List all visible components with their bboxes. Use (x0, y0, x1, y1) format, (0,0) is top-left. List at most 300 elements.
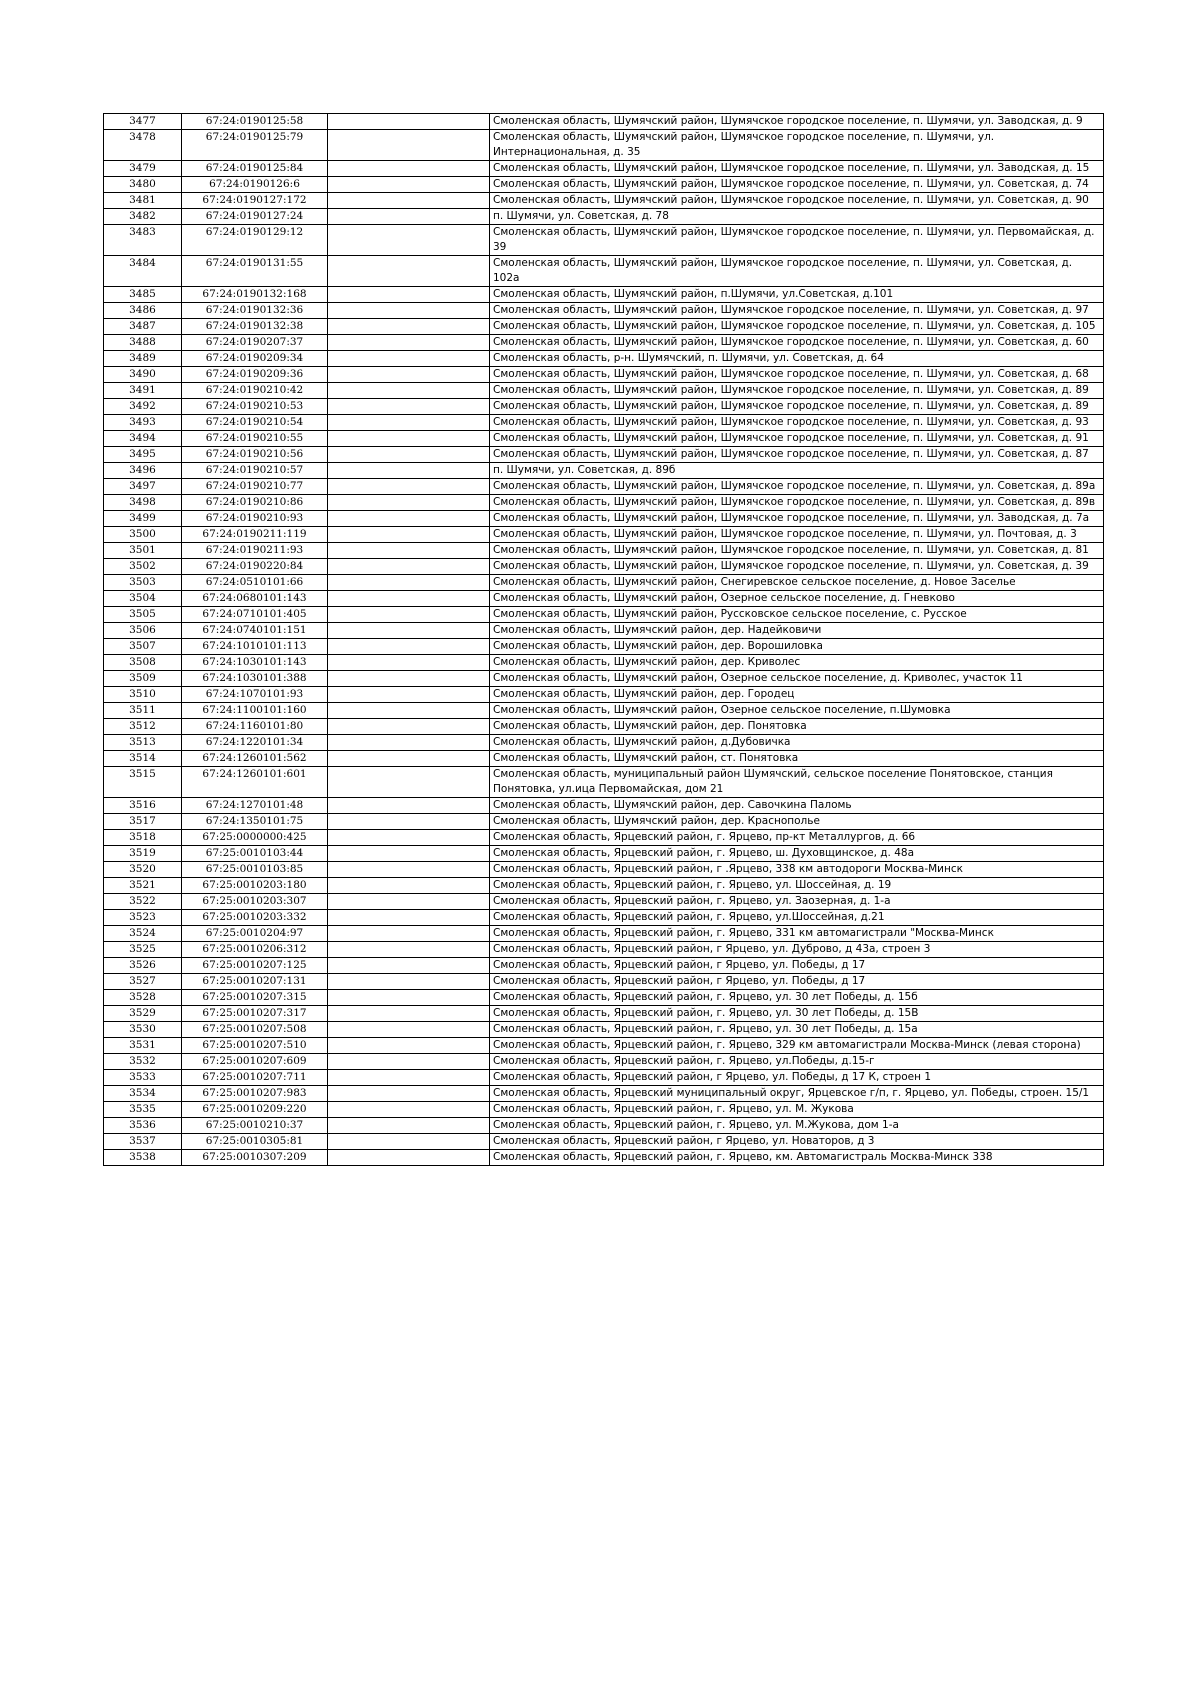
empty-cell (328, 351, 490, 367)
row-number: 3537 (104, 1134, 182, 1150)
cadastral-number: 67:25:0010204:97 (182, 926, 328, 942)
table-row (104, 798, 1104, 814)
address: Смоленская область, Шумячский район, Снегиревское сельское поселение, д. Новое Заселье (490, 575, 1104, 591)
table-row (104, 830, 1104, 846)
row-number: 3485 (104, 287, 182, 303)
table-row (104, 1022, 1104, 1038)
row-number: 3490 (104, 367, 182, 383)
address: Смоленская область, Шумячский район, Шумячское городское поселение, п. Шумячи, ул. Советская, д. 105 (490, 319, 1104, 335)
empty-cell (328, 177, 490, 193)
table-row (104, 1006, 1104, 1022)
empty-cell (328, 607, 490, 623)
row-number: 3487 (104, 319, 182, 335)
cadastral-number: 67:24:1220101:34 (182, 735, 328, 751)
empty-cell (328, 543, 490, 559)
address: Смоленская область, Ярцевский район, г. Ярцево, ул. 30 лет Победы, д. 15б (490, 990, 1104, 1006)
cadastral-number: 67:24:1030101:388 (182, 671, 328, 687)
address: Смоленская область, Шумячский район, дер. Городец (490, 687, 1104, 703)
row-number: 3526 (104, 958, 182, 974)
address: Смоленская область, Ярцевский район, г. Ярцево, ул. М. Жукова (490, 1102, 1104, 1118)
empty-cell (328, 1118, 490, 1134)
row-number: 3510 (104, 687, 182, 703)
row-number: 3483 (104, 225, 182, 256)
cadastral-number: 67:25:0010203:332 (182, 910, 328, 926)
address: Смоленская область, Шумячский район, Озерное сельское поселение, п.Шумовка (490, 703, 1104, 719)
empty-cell (328, 719, 490, 735)
empty-cell (328, 942, 490, 958)
row-number: 3506 (104, 623, 182, 639)
table-row (104, 1150, 1104, 1166)
cadastral-number: 67:24:1010101:113 (182, 639, 328, 655)
table-row (104, 990, 1104, 1006)
row-number: 3482 (104, 209, 182, 225)
table-row (104, 575, 1104, 591)
empty-cell (328, 926, 490, 942)
row-number: 3501 (104, 543, 182, 559)
empty-cell (328, 623, 490, 639)
address: Смоленская область, Ярцевский район, г. Ярцево, ул. Заозерная, д. 1-а (490, 894, 1104, 910)
row-number: 3530 (104, 1022, 182, 1038)
cadastral-number: 67:24:0190127:24 (182, 209, 328, 225)
cadastral-number: 67:25:0010209:220 (182, 1102, 328, 1118)
empty-cell (328, 303, 490, 319)
cadastral-number: 67:24:0190211:93 (182, 543, 328, 559)
empty-cell (328, 878, 490, 894)
row-number: 3499 (104, 511, 182, 527)
cadastral-number: 67:24:0190132:38 (182, 319, 328, 335)
row-number: 3513 (104, 735, 182, 751)
table-row (104, 431, 1104, 447)
empty-cell (328, 830, 490, 846)
table-row (104, 942, 1104, 958)
address: Смоленская область, Шумячский район, Шумячское городское поселение, п. Шумячи, ул. Советская, д. 60 (490, 335, 1104, 351)
row-number: 3521 (104, 878, 182, 894)
empty-cell (328, 798, 490, 814)
address: Смоленская область, Шумячский район, Шумячское городское поселение, п. Шумячи, ул. Советская, д. 68 (490, 367, 1104, 383)
address: Смоленская область, Ярцевский район, г. Ярцево, ул. 30 лет Победы, д. 15а (490, 1022, 1104, 1038)
cadastral-number: 67:24:1160101:80 (182, 719, 328, 735)
empty-cell (328, 974, 490, 990)
table-row (104, 1070, 1104, 1086)
cadastral-number: 67:24:0190210:54 (182, 415, 328, 431)
row-number: 3498 (104, 495, 182, 511)
empty-cell (328, 767, 490, 798)
address: Смоленская область, муниципальный район Шумячский, сельское поселение Понятовское, станция Понятовка, ул.ица Первомайская, дом 21 (490, 767, 1104, 798)
address: Смоленская область, Шумячский район, дер. Понятовка (490, 719, 1104, 735)
table-row (104, 974, 1104, 990)
row-number: 3477 (104, 114, 182, 130)
cadastral-number: 67:24:0190210:93 (182, 511, 328, 527)
address: Смоленская область, Шумячский район, Шумячское городское поселение, п. Шумячи, ул. Заводская, д. 15 (490, 161, 1104, 177)
cadastral-number: 67:24:1260101:601 (182, 767, 328, 798)
cadastral-number: 67:24:1260101:562 (182, 751, 328, 767)
address: Смоленская область, Шумячский район, Шумячское городское поселение, п. Шумячи, ул. Заводская, д. 7а (490, 511, 1104, 527)
row-number: 3484 (104, 256, 182, 287)
table-row (104, 1038, 1104, 1054)
address: Смоленская область, Шумячский район, Шумячское городское поселение, п. Шумячи, ул. Советская, д. 91 (490, 431, 1104, 447)
table-row (104, 735, 1104, 751)
address: Смоленская область, Шумячский район, дер. Криволес (490, 655, 1104, 671)
empty-cell (328, 814, 490, 830)
cadastral-number: 67:24:0190125:84 (182, 161, 328, 177)
address: Смоленская область, Ярцевский муниципальный округ, Ярцевское г/п, г. Ярцево, ул. Победы, строен. 15/1 (490, 1086, 1104, 1102)
empty-cell (328, 130, 490, 161)
cadastral-number: 67:24:0190210:56 (182, 447, 328, 463)
table-row (104, 1102, 1104, 1118)
table-row (104, 351, 1104, 367)
table-row (104, 910, 1104, 926)
cadastral-number: 67:25:0010207:508 (182, 1022, 328, 1038)
table-row (104, 319, 1104, 335)
address: Смоленская область, Ярцевский район, г Ярцево, ул. Победы, д 17 К, строен 1 (490, 1070, 1104, 1086)
row-number: 3512 (104, 719, 182, 735)
table-row (104, 687, 1104, 703)
empty-cell (328, 209, 490, 225)
empty-cell (328, 319, 490, 335)
empty-cell (328, 575, 490, 591)
row-number: 3502 (104, 559, 182, 575)
cadastral-number: 67:24:0190210:86 (182, 495, 328, 511)
cadastral-number: 67:24:0190207:37 (182, 335, 328, 351)
cadastral-number: 67:24:0190126:6 (182, 177, 328, 193)
table-row (104, 383, 1104, 399)
table-row (104, 415, 1104, 431)
table-row (104, 1086, 1104, 1102)
row-number: 3532 (104, 1054, 182, 1070)
empty-cell (328, 735, 490, 751)
row-number: 3529 (104, 1006, 182, 1022)
row-number: 3535 (104, 1102, 182, 1118)
address: Смоленская область, Ярцевский район, г Ярцево, ул. Победы, д 17 (490, 958, 1104, 974)
cadastral-number: 67:24:0190220:84 (182, 559, 328, 575)
row-number: 3536 (104, 1118, 182, 1134)
table-row (104, 130, 1104, 161)
row-number: 3538 (104, 1150, 182, 1166)
table-row (104, 767, 1104, 798)
empty-cell (328, 1038, 490, 1054)
row-number: 3524 (104, 926, 182, 942)
empty-cell (328, 671, 490, 687)
empty-cell (328, 1022, 490, 1038)
address: Смоленская область, Шумячский район, Шумячское городское поселение, п. Шумячи, ул. Советская, д. 89 (490, 399, 1104, 415)
cadastral-number: 67:25:0010207:983 (182, 1086, 328, 1102)
empty-cell (328, 894, 490, 910)
cadastral-number: 67:25:0010203:307 (182, 894, 328, 910)
address: Смоленская область, Шумячский район, Шумячское городское поселение, п. Шумячи, ул. Заводская, д. 9 (490, 114, 1104, 130)
empty-cell (328, 447, 490, 463)
address: п. Шумячи, ул. Советская, д. 89б (490, 463, 1104, 479)
empty-cell (328, 703, 490, 719)
table-row (104, 878, 1104, 894)
row-number: 3527 (104, 974, 182, 990)
cadastral-number: 67:24:0190131:55 (182, 256, 328, 287)
table-row (104, 703, 1104, 719)
cadastral-number: 67:24:0190210:55 (182, 431, 328, 447)
table-row (104, 114, 1104, 130)
address: Смоленская область, Шумячский район, Шумячское городское поселение, п. Шумячи, ул. Советская, д. 102а (490, 256, 1104, 287)
address: Смоленская область, Ярцевский район, г .Ярцево, 338 км автодороги Москва-Минск (490, 862, 1104, 878)
table-row (104, 287, 1104, 303)
cadastral-number: 67:24:0710101:405 (182, 607, 328, 623)
cadastral-number: 67:25:0010207:125 (182, 958, 328, 974)
table-row (104, 177, 1104, 193)
row-number: 3519 (104, 846, 182, 862)
table-row (104, 463, 1104, 479)
table-row (104, 367, 1104, 383)
row-number: 3481 (104, 193, 182, 209)
row-number: 3478 (104, 130, 182, 161)
empty-cell (328, 639, 490, 655)
table-row (104, 495, 1104, 511)
cadastral-number: 67:25:0010103:44 (182, 846, 328, 862)
address: Смоленская область, Шумячский район, Шумячское городское поселение, п. Шумячи, ул. Советская, д. 93 (490, 415, 1104, 431)
cadastral-number: 67:24:0190209:36 (182, 367, 328, 383)
row-number: 3495 (104, 447, 182, 463)
row-number: 3494 (104, 431, 182, 447)
row-number: 3518 (104, 830, 182, 846)
table-row (104, 511, 1104, 527)
table-row (104, 543, 1104, 559)
row-number: 3520 (104, 862, 182, 878)
address: п. Шумячи, ул. Советская, д. 78 (490, 209, 1104, 225)
table-row (104, 479, 1104, 495)
row-number: 3531 (104, 1038, 182, 1054)
row-number: 3479 (104, 161, 182, 177)
empty-cell (328, 114, 490, 130)
empty-cell (328, 383, 490, 399)
table-row (104, 814, 1104, 830)
address: Смоленская область, Шумячский район, дер. Савочкина Паломь (490, 798, 1104, 814)
row-number: 3491 (104, 383, 182, 399)
empty-cell (328, 910, 490, 926)
table-row (104, 894, 1104, 910)
empty-cell (328, 431, 490, 447)
table-row (104, 623, 1104, 639)
address: Смоленская область, Шумячский район, Шумячское городское поселение, п. Шумячи, ул. Первомайская, д. 39 (490, 225, 1104, 256)
cadastral-number: 67:25:0010207:609 (182, 1054, 328, 1070)
cadastral-number: 67:24:1350101:75 (182, 814, 328, 830)
empty-cell (328, 193, 490, 209)
empty-cell (328, 1006, 490, 1022)
address: Смоленская область, Ярцевский район, г. Ярцево, км. Автомагистраль Москва-Минск 338 (490, 1150, 1104, 1166)
table-row (104, 209, 1104, 225)
cadastral-number: 67:24:0190125:79 (182, 130, 328, 161)
address: Смоленская область, Шумячский район, Шумячское городское поселение, п. Шумячи, ул. Советская, д. 97 (490, 303, 1104, 319)
cadastral-number: 67:24:0190209:34 (182, 351, 328, 367)
table-row (104, 719, 1104, 735)
table-row (104, 751, 1104, 767)
address: Смоленская область, Ярцевский район, г Ярцево, ул. Победы, д 17 (490, 974, 1104, 990)
empty-cell (328, 335, 490, 351)
address: Смоленская область, Ярцевский район, г. Ярцево, ш. Духовщинское, д. 48а (490, 846, 1104, 862)
row-number: 3534 (104, 1086, 182, 1102)
table-row (104, 161, 1104, 177)
cadastral-number: 67:24:1270101:48 (182, 798, 328, 814)
address: Смоленская область, Шумячский район, Шумячское городское поселение, п. Шумячи, ул. Советская, д. 89а (490, 479, 1104, 495)
table-row (104, 193, 1104, 209)
row-number: 3496 (104, 463, 182, 479)
row-number: 3493 (104, 415, 182, 431)
address: Смоленская область, Ярцевский район, г. Ярцево, ул.Шоссейная, д.21 (490, 910, 1104, 926)
empty-cell (328, 559, 490, 575)
row-number: 3515 (104, 767, 182, 798)
cadastral-number: 67:25:0010206:312 (182, 942, 328, 958)
address: Смоленская область, р-н. Шумячский, п. Шумячи, ул. Советская, д. 64 (490, 351, 1104, 367)
row-number: 3514 (104, 751, 182, 767)
address: Смоленская область, Шумячский район, дер. Ворошиловка (490, 639, 1104, 655)
cadastral-number: 67:24:0740101:151 (182, 623, 328, 639)
empty-cell (328, 1150, 490, 1166)
table-row (104, 1118, 1104, 1134)
table-row (104, 655, 1104, 671)
row-number: 3488 (104, 335, 182, 351)
table-row (104, 671, 1104, 687)
cadastral-number: 67:24:0190210:57 (182, 463, 328, 479)
row-number: 3500 (104, 527, 182, 543)
address: Смоленская область, Ярцевский район, г. Ярцево, пр-кт Металлургов, д. 66 (490, 830, 1104, 846)
address: Смоленская область, Шумячский район, Шумячское городское поселение, п. Шумячи, ул. Советская, д. 89 (490, 383, 1104, 399)
row-number: 3523 (104, 910, 182, 926)
address: Смоленская область, Ярцевский район, г. Ярцево, 331 км автомагистрали "Москва-Минск (490, 926, 1104, 942)
cadastral-number: 67:25:0010207:315 (182, 990, 328, 1006)
empty-cell (328, 367, 490, 383)
table-row (104, 1054, 1104, 1070)
empty-cell (328, 1102, 490, 1118)
row-number: 3497 (104, 479, 182, 495)
address: Смоленская область, Шумячский район, Шумячское городское поселение, п. Шумячи, ул. Советская, д. 74 (490, 177, 1104, 193)
address: Смоленская область, Ярцевский район, г. Ярцево, ул. М.Жукова, дом 1-а (490, 1118, 1104, 1134)
cadastral-number: 67:24:0190210:42 (182, 383, 328, 399)
row-number: 3504 (104, 591, 182, 607)
cadastral-number: 67:25:0000000:425 (182, 830, 328, 846)
row-number: 3528 (104, 990, 182, 1006)
empty-cell (328, 846, 490, 862)
address: Смоленская область, Шумячский район, Шумячское городское поселение, п. Шумячи, ул. Почтовая, д. 3 (490, 527, 1104, 543)
row-number: 3525 (104, 942, 182, 958)
table-row (104, 225, 1104, 256)
empty-cell (328, 256, 490, 287)
cadastral-number: 67:25:0010207:711 (182, 1070, 328, 1086)
empty-cell (328, 1086, 490, 1102)
address: Смоленская область, Ярцевский район, г. Ярцево, ул.Победы, д.15-г (490, 1054, 1104, 1070)
cadastral-number: 67:24:1070101:93 (182, 687, 328, 703)
cadastral-number: 67:24:0510101:66 (182, 575, 328, 591)
empty-cell (328, 751, 490, 767)
cadastral-number: 67:25:0010210:37 (182, 1118, 328, 1134)
empty-cell (328, 463, 490, 479)
row-number: 3509 (104, 671, 182, 687)
row-number: 3505 (104, 607, 182, 623)
empty-cell (328, 1070, 490, 1086)
empty-cell (328, 958, 490, 974)
address: Смоленская область, Шумячский район, ст. Понятовка (490, 751, 1104, 767)
empty-cell (328, 225, 490, 256)
table-row (104, 447, 1104, 463)
cadastral-number: 67:24:0190125:58 (182, 114, 328, 130)
address: Смоленская область, Шумячский район, п.Шумячи, ул.Советская, д.101 (490, 287, 1104, 303)
empty-cell (328, 479, 490, 495)
cadastral-number: 67:24:0190129:12 (182, 225, 328, 256)
table-row (104, 846, 1104, 862)
empty-cell (328, 591, 490, 607)
address: Смоленская область, Шумячский район, Озерное сельское поселение, д. Криволес, участок 11 (490, 671, 1104, 687)
row-number: 3508 (104, 655, 182, 671)
address: Смоленская область, Ярцевский район, г. Ярцево, 329 км автомагистрали Москва-Минск (левая сторона) (490, 1038, 1104, 1054)
row-number: 3507 (104, 639, 182, 655)
row-number: 3517 (104, 814, 182, 830)
table-row (104, 607, 1104, 623)
table-row (104, 591, 1104, 607)
table-row (104, 303, 1104, 319)
table-row (104, 527, 1104, 543)
cadastral-number: 67:24:0190211:119 (182, 527, 328, 543)
cadastral-number: 67:24:1030101:143 (182, 655, 328, 671)
registry-table (103, 113, 1104, 1166)
empty-cell (328, 862, 490, 878)
address: Смоленская область, Шумячский район, дер. Краснополье (490, 814, 1104, 830)
address: Смоленская область, Шумячский район, Озерное сельское поселение, д. Гневково (490, 591, 1104, 607)
row-number: 3516 (104, 798, 182, 814)
cadastral-number: 67:25:0010307:209 (182, 1150, 328, 1166)
empty-cell (328, 990, 490, 1006)
address: Смоленская область, Ярцевский район, г Ярцево, ул. Дуброво, д 43а, строен 3 (490, 942, 1104, 958)
cadastral-number: 67:24:0190210:53 (182, 399, 328, 415)
registry-table-body (104, 114, 1104, 1166)
address: Смоленская область, Шумячский район, Шумячское городское поселение, п. Шумячи, ул. Советская, д. 39 (490, 559, 1104, 575)
address: Смоленская область, Ярцевский район, г Ярцево, ул. Новаторов, д 3 (490, 1134, 1104, 1150)
cadastral-number: 67:25:0010207:510 (182, 1038, 328, 1054)
empty-cell (328, 287, 490, 303)
cadastral-number: 67:24:0190132:36 (182, 303, 328, 319)
cadastral-number: 67:25:0010305:81 (182, 1134, 328, 1150)
empty-cell (328, 687, 490, 703)
empty-cell (328, 495, 490, 511)
empty-cell (328, 527, 490, 543)
cadastral-number: 67:24:0190127:172 (182, 193, 328, 209)
address: Смоленская область, Ярцевский район, г. Ярцево, ул. Шоссейная, д. 19 (490, 878, 1104, 894)
row-number: 3522 (104, 894, 182, 910)
empty-cell (328, 415, 490, 431)
cadastral-number: 67:25:0010103:85 (182, 862, 328, 878)
table-row (104, 926, 1104, 942)
cadastral-number: 67:24:1100101:160 (182, 703, 328, 719)
empty-cell (328, 1134, 490, 1150)
empty-cell (328, 511, 490, 527)
cadastral-number: 67:25:0010207:317 (182, 1006, 328, 1022)
cadastral-number: 67:24:0190132:168 (182, 287, 328, 303)
empty-cell (328, 655, 490, 671)
cadastral-number: 67:24:0190210:77 (182, 479, 328, 495)
table-row (104, 399, 1104, 415)
address: Смоленская область, Шумячский район, Руссковское сельское поселение, с. Русское (490, 607, 1104, 623)
address: Смоленская область, Шумячский район, д.Дубовичка (490, 735, 1104, 751)
cadastral-number: 67:25:0010203:180 (182, 878, 328, 894)
table-row (104, 958, 1104, 974)
row-number: 3489 (104, 351, 182, 367)
address: Смоленская область, Ярцевский район, г. Ярцево, ул. 30 лет Победы, д. 15В (490, 1006, 1104, 1022)
address: Смоленская область, Шумячский район, дер. Надейковичи (490, 623, 1104, 639)
empty-cell (328, 399, 490, 415)
row-number: 3492 (104, 399, 182, 415)
cadastral-number: 67:24:0680101:143 (182, 591, 328, 607)
address: Смоленская область, Шумячский район, Шумячское городское поселение, п. Шумячи, ул. Советская, д. 81 (490, 543, 1104, 559)
address: Смоленская область, Шумячский район, Шумячское городское поселение, п. Шумячи, ул. Советская, д. 87 (490, 447, 1104, 463)
table-row (104, 639, 1104, 655)
row-number: 3503 (104, 575, 182, 591)
table-row (104, 335, 1104, 351)
cadastral-number: 67:25:0010207:131 (182, 974, 328, 990)
empty-cell (328, 1054, 490, 1070)
